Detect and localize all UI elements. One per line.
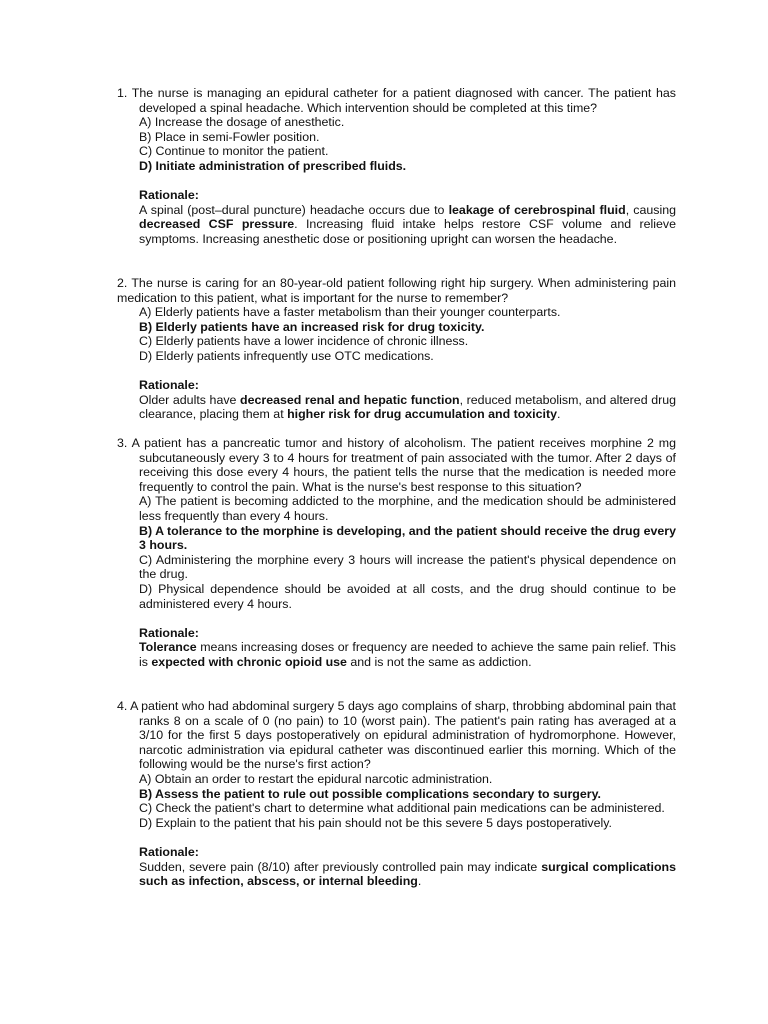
option-b-correct: B) Elderly patients have an increased risk for drug toxicity. [139, 319, 485, 334]
option-a: A) Obtain an order to restart the epidural narcotic administration. [139, 771, 493, 786]
question-number: 4. [117, 699, 128, 713]
option-b-correct: B) Assess the patient to rule out possible complications secondary to surgery. [139, 786, 601, 801]
question-1 [0, 86, 768, 247]
option-a: A) Elderly patients have a faster metabolism than their younger counterparts. [139, 305, 561, 320]
rationale-segment: , reduced metabolism, and altered drug clearance, placing them at [139, 392, 676, 422]
rationale-segment: . [417, 874, 422, 889]
question-text [117, 699, 676, 772]
question-number: 2. [117, 276, 128, 290]
question-text [117, 436, 676, 494]
rationale-title: Rationale: [139, 378, 199, 393]
rationale-segment: and is not the same as addiction. [346, 654, 532, 669]
rationale-emphasis: expected with chronic opioid use [151, 654, 347, 669]
rationale-emphasis: higher risk for drug accumulation and toxicity [287, 407, 557, 422]
rationale-emphasis: leakage of cerebrospinal fluid [448, 202, 626, 217]
option-d: D) Physical dependence should be avoided at all costs, and the drug should continue to be administered every 4 hours. [139, 581, 676, 611]
rationale-segment: means increasing doses or frequency are needed to achieve the same pain relief. This is [139, 640, 676, 669]
rationale-title: Rationale: [139, 188, 199, 203]
question-stem: The nurse is caring for an 80-year-old patient following right hip surgery. When administering pain medication to this patient, what is important for the nurse to remember? [117, 276, 677, 305]
rationale-block [139, 378, 676, 422]
option-d: D) Elderly patients infrequently use OTC medications. [139, 348, 434, 363]
question-stem: A patient has a pancreatic tumor and history of alcoholism. The patient receives morphine 2 mg subcutaneously every 3 to 4 hours for treatment of pain associated with the tumor. After 2 days of receiving this dose every 4 hours, the patient tells the nurse that the medication is needed more frequently to control the pain. What is the nurse's best response to this situation? [131, 436, 676, 494]
option-b-correct: B) A tolerance to the morphine is developing, and the patient should receive the drug every 3 hours. [139, 523, 676, 553]
rationale-text [139, 393, 676, 422]
option-c: C) Elderly patients have a lower incidence of chronic illness. [139, 334, 469, 349]
rationale-segment: . Increasing fluid intake helps restore CSF volume and relieve symptoms. Increasing anesthetic dose or positioning upright can worsen the headache. [139, 217, 676, 246]
option-a: A) Increase the dosage of anesthetic. [139, 115, 345, 130]
rationale-segment: Sudden, severe pain (8/10) after previously controlled pain may indicate [139, 859, 542, 874]
rationale-text [139, 640, 676, 669]
answer-options [139, 115, 676, 173]
question-3 [0, 436, 768, 670]
answer-options [139, 772, 676, 830]
rationale-emphasis: decreased CSF pressure [139, 217, 295, 232]
rationale-block [139, 188, 676, 246]
option-d-correct: D) Initiate administration of prescribed fluids. [139, 158, 407, 173]
answer-options [139, 305, 676, 363]
question-number: 1. [117, 86, 128, 100]
answer-options [139, 494, 676, 611]
rationale-text [139, 860, 676, 889]
option-c: C) Check the patient's chart to determine what additional pain medications can be administered. [139, 801, 665, 816]
rationale-segment: . [556, 407, 561, 422]
rationale-title: Rationale: [139, 625, 199, 640]
rationale-segment: Older adults have [139, 392, 241, 407]
question-4 [0, 699, 768, 889]
rationale-block [139, 626, 676, 670]
option-d: D) Explain to the patient that his pain should not be this severe 5 days postoperatively. [139, 815, 612, 830]
question-text [117, 86, 676, 115]
rationale-segment: A spinal (post–dural puncture) headache occurs due to [139, 202, 449, 217]
rationale-emphasis: surgical complications such as infection, abscess, or internal bleeding [139, 859, 676, 889]
option-c: C) Administering the morphine every 3 hours will increase the patient's physical dependence on the drug. [139, 552, 676, 582]
option-b: B) Place in semi-Fowler position. [139, 129, 320, 144]
rationale-emphasis: decreased renal and hepatic function [240, 392, 460, 407]
rationale-segment: , causing [625, 202, 677, 217]
question-text [117, 276, 676, 305]
question-stem: The nurse is managing an epidural catheter for a patient diagnosed with cancer. The patient has developed a spinal headache. Which intervention should be completed at this time? [131, 86, 676, 115]
rationale-text [139, 203, 676, 247]
question-stem: A patient who had abdominal surgery 5 days ago complains of sharp, throbbing abdominal pain that ranks 8 on a scale of 0 (no pain) to 10 (worst pain). The patient's pain rating has averaged at a 3/10 for the first 5 days postoperatively on epidural administration of hydromorphone. However, narcotic administration via epidural catheter was discontinued earlier this morning. Which of the following would be the nurse's first action? [130, 699, 676, 772]
rationale-block [139, 845, 676, 889]
rationale-title: Rationale: [139, 844, 199, 859]
option-a: A) The patient is becoming addicted to the morphine, and the medication should be administered less frequently than every 4 hours. [139, 494, 676, 523]
question-2 [0, 276, 768, 422]
option-c: C) Continue to monitor the patient. [139, 144, 329, 159]
rationale-emphasis: Tolerance [139, 640, 197, 655]
question-number: 3. [117, 436, 128, 450]
